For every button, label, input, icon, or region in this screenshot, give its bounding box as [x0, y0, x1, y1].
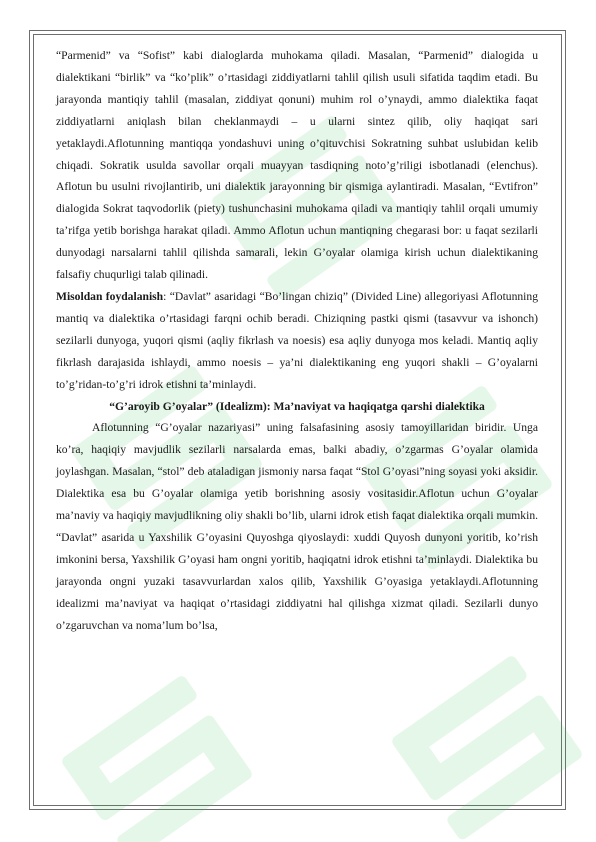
paragraph-ideas-theory: Aflotunning “G’oyalar nazariyasi” uning falsafasining asosiy tamoyillaridan biridir. Unga ko’ra, haqiqiy mavjudlik sezilarli narsalarda emas, balki abadiy, o’zgarmas G’oyalar olamida joylashgan. Masalan, “stol” deb ataladigan jismoniy narsa faqat “Stol G’oyasi”ning soyasi yoki aksidir. Dialektika esa bu G’oyalar olamiga yetib borishning asosiy vositasidir.Aflotun uchun G’oyalar ma’naviy va haqiqiy mavjudlikning oliy shakli bo’lib, ularni idrok etish faqat dialektika orqali mumkin. “Davlat” asarida u Yaxshilik G’oyasini Quyoshga qiyoslaydi: xuddi Quyosh dunyoni yoritib, ko’rish imkonini bersa, Yaxshilik G’oyasi ham ongni yoritib, haqiqatni idrok etishni ta’minlaydi. Dialektika bu jarayonda ongni yuzaki tasavvurlardan xalos qilib, Yaxshilik G’oyasiga yetaklaydi.Aflotunning idealizmi ma’naviyat va haqiqat o’rtasidagi ziddiyatni hal qilishga xizmat qiladi. Sezilarli dunyo o’zgaruvchan va noma’lum bo’lsa,: [56, 421, 539, 632]
paragraph-parmenid: “Parmenid” va “Sofist” kabi dialoglarda muhokama qiladi. Masalan, “Parmenid” dialogida u dialektikani “birlik” va “ko’plik” o’rtasidagi ziddiyatlarni tahlil qilish usuli sifatida taqdim etadi. Bu jarayonda mantiqiy tahlil (masalan, ziddiyat qonuni) muhim rol o’ynaydi, ammo dialektika faqat ziddiyatlarni aniqlash bilan cheklanmaydi – u ularni sintez qilib, oliy haqiqat sari yetaklaydi.Aflotunning mantiqqa yondashuvi uning o’qituvchisi Sokratning suhbat uslubidan kelib chiqadi. Sokratik usulda savollar orqali muayyan tasdiqning noto’g’riligi isbotlanadi (elenchus). Aflotun bu usulni rivojlantirib, uni dialektik jarayonning bir qismiga aylantiradi. Masalan, “Evtifron” dialogida Sokrat taqvodorlik (piety) tushunchasini muhokama qiladi va mantiqiy tahlil orqali umumiy ta’rifga yetib borishga harakat qiladi. Ammo Aflotun uchun mantiqning chegarasi bor: u faqat sezilarli dunyodagi narsalarni tahlil qilishda samarali, lekin G’oyalar olamiga kirish uchun dialektikaning falsafiy chuqurligi talab qilinadi.: [56, 49, 538, 282]
paragraph-example: [56, 286, 538, 396]
example-label: Misoldan foydalanish: [56, 289, 164, 303]
document-body: [56, 45, 538, 636]
section-heading: “G’aroyib G’oyalar” (Idealizm): Ma’naviyat va haqiqatga qarshi dialektika: [109, 399, 485, 413]
example-text: : “Davlat” asaridagi “Bo’lingan chiziq” (Divided Line) allegoriyasi Aflotunning mantiq va dialektika o’rtasidagi farqni ochib beradi. Chiziqning pastki qismi (tasavvur va ishonch) sezilarli dunyoga, yuqori qismi (aqliy fikrlash va noesis) esa aqliy dunyoga mos keladi. Mantiq aqliy fikrlash darajasida ishlaydi, ammo noesis – ya’ni dialektikaning eng yuqori shakli – G’oyalarni to’g’ridan-to’g’ri idrok etishni ta’minlaydi.: [56, 289, 538, 391]
